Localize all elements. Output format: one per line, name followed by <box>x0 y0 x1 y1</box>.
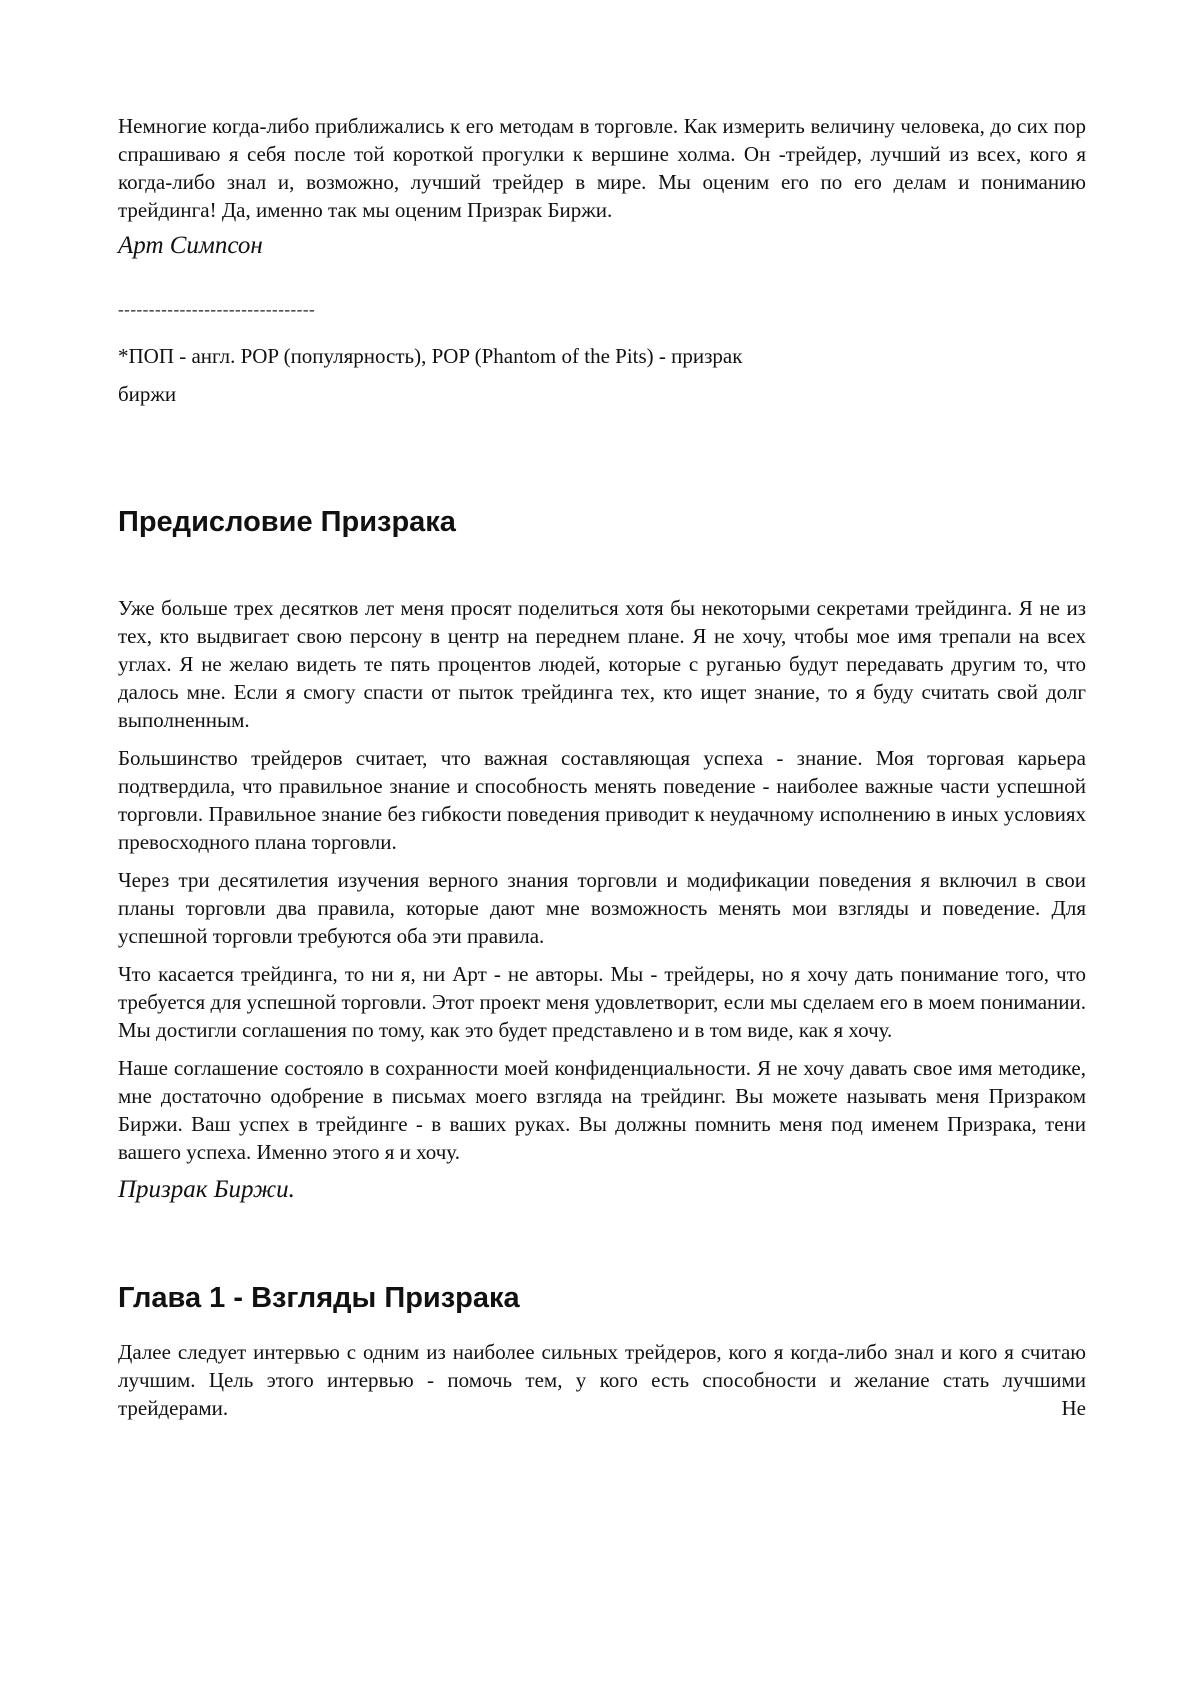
intro-paragraph: Немногие когда-либо приближались к его методам в торговле. Как измерить величину человека, до сих пор спрашиваю я себя после той короткой прогулки к вершине холма. Он -трейдер, лучший из всех, кого я когда-либо знал и, возможно, лучший трейдер в мире. Мы оценим его по его делам и пониманию трейдинга! Да, именно так мы оценим Призрак Биржи. <box>118 114 1086 222</box>
footnote-line-2: биржи <box>118 382 177 406</box>
footnote-line-1: *ПОП - англ. POP (популярность), POP (Phantom of the Pits) - призрак <box>118 344 743 368</box>
preface-paragraph-5: Наше соглашение состояло в сохранности моей конфиденциальности. Я не хочу давать свое имя методике, мне достаточно одобрение в письмах моего взгляда на трейдинг. Вы можете называть меня Призраком Биржи. Ваш успех в трейдинге - в ваших руках. Вы должны помнить меня под именем Призрака, тени вашего успеха. Именно этого я и хочу. <box>118 1056 1086 1164</box>
spacer <box>118 320 1086 342</box>
preface-signature: Призрак Биржи. <box>118 1176 295 1203</box>
preface-paragraph-1: Уже больше трех десятков лет меня просят поделиться хотя бы некоторыми секретами трейдинга. Я не из тех, кто выдвигает свою персону в центр на переднем плане. Я не хочу, чтобы мое имя трепали на всех углах. Я не желаю видеть те пять процентов людей, которые с руганью будут передавать другим то, что далось мне. Если я смогу спасти от пыток трейдинга тех, кто ищет знание, то я буду считать свой долг выполненным. <box>118 596 1086 732</box>
chapter-1-paragraph: Далее следует интервью с одним из наиболее сильных трейдеров, кого я когда-либо знал и кого я считаю лучшим. Цель этого интервью - помочь тем, у кого есть способности и желание стать лучшими трейдерами. Не <box>118 1340 1086 1420</box>
spacer <box>118 540 1086 594</box>
footnote-separator: -------------------------------- <box>118 300 316 319</box>
preface-paragraph-3: Через три десятилетия изучения верного знания торговли и модификации поведения я включил в свои планы торговли два правила, которые дают мне возможность менять мои взгляды и поведение. Для успешной торговли требуются оба эти правила. <box>118 868 1086 948</box>
spacer <box>118 408 1086 504</box>
intro-signature: Арт Симпсон <box>118 232 263 259</box>
chapter-1-heading: Глава 1 - Взгляды Призрака <box>118 1282 520 1314</box>
preface-paragraph-4: Что касается трейдинга, то ни я, ни Арт - не авторы. Мы - трейдеры, но я хочу дать понимание того, что требуется для успешной торговли. Этот проект меня удовлетворит, если мы сделаем его в моем понимании. Мы достигли соглашения по тому, как это будет представлено и в том виде, как я хочу. <box>118 962 1086 1042</box>
preface-heading: Предисловие Призрака <box>118 506 456 538</box>
spacer <box>118 1206 1086 1280</box>
spacer <box>118 1316 1086 1338</box>
preface-body <box>118 594 1086 1166</box>
preface-paragraph-2: Большинство трейдеров считает, что важная составляющая успеха - знание. Моя торговая карьера подтвердила, что правильное знание и способность менять поведение - наиболее важные части успешной торговли. Правильное знание без гибкости поведения приводит к неудачному исполнению в иных условиях превосходного плана торговли. <box>118 746 1086 854</box>
spacer <box>118 262 1086 300</box>
document-page <box>118 112 1086 1432</box>
